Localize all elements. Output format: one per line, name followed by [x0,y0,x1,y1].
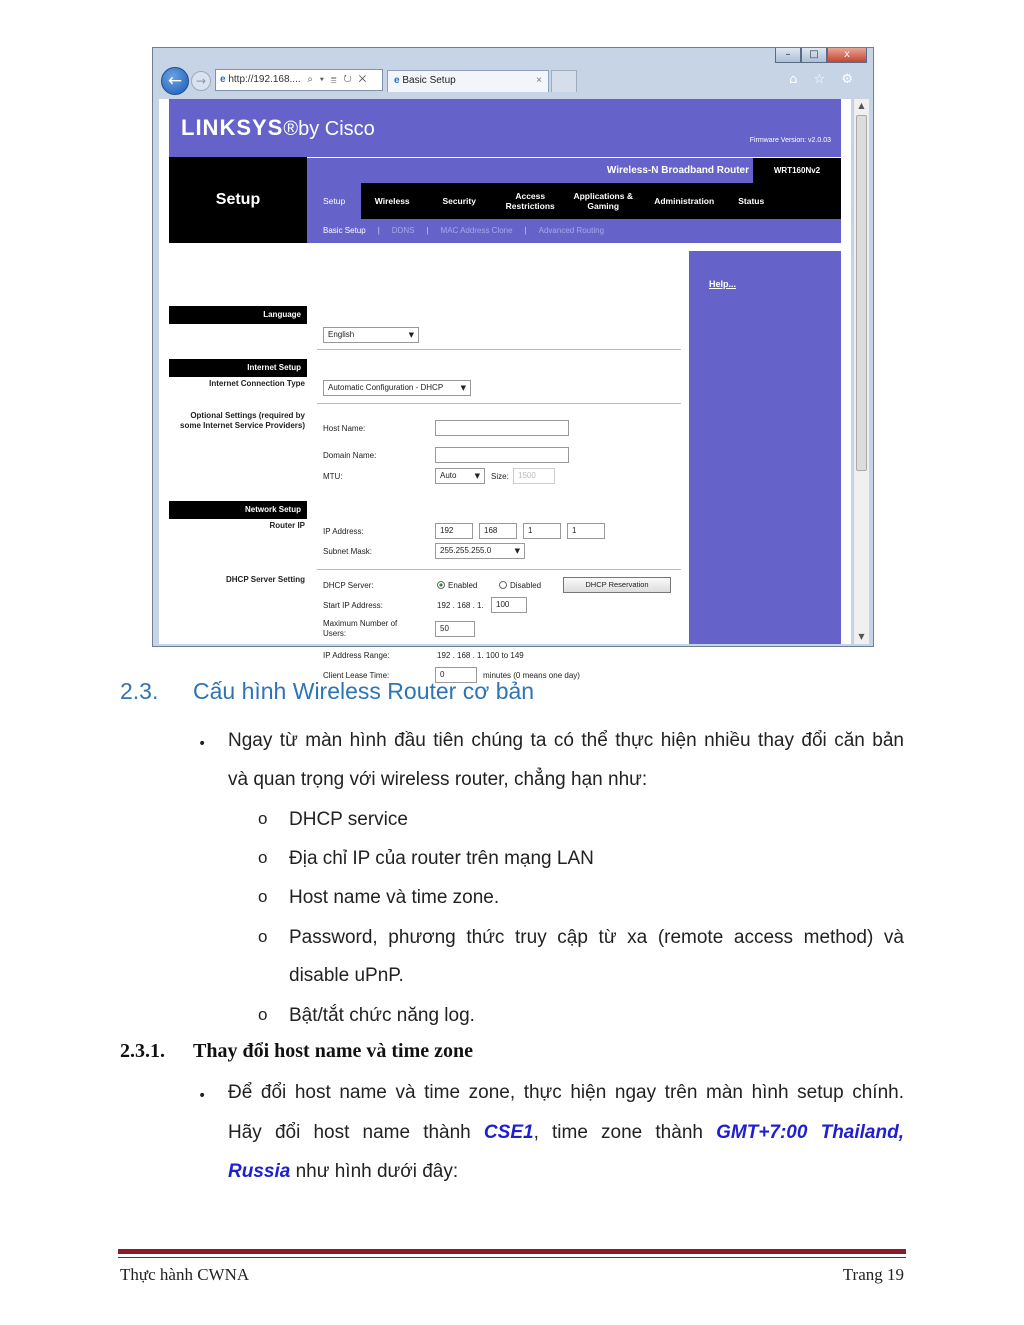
section-network-setup: Network Setup [169,501,307,519]
radio-off-icon [499,581,507,589]
tab-status[interactable]: Status [738,196,765,206]
vertical-scrollbar[interactable] [853,99,869,644]
logo-sub: ®by Cisco [283,118,375,140]
sub-marker: o [258,1005,268,1024]
domain-name-input[interactable] [435,447,569,463]
footer-title: Thực hành CWNA [120,1265,250,1284]
product-bar [307,157,841,183]
ip-octet-3[interactable]: 1 [523,523,561,539]
subnet-mask-select[interactable] [435,543,525,559]
subsection-heading [120,1040,473,1063]
lease-time-input[interactable]: 0 [435,667,477,683]
section-number: 2.3. [120,678,159,704]
dhcp-reservation-button[interactable]: DHCP Reservation [563,577,671,593]
sub-tabs: Basic Setup | DDNS | MAC Address Clone | Advanced Routing [307,219,841,243]
label-subnet-mask: Subnet Mask: [323,547,372,556]
model-number: WRT160Nv2 [753,158,841,184]
tab-security[interactable]: Security [442,196,476,206]
highlight-host-name: CSE1 [483,1122,534,1143]
disabled-label: Disabled [510,581,542,590]
address-url: http://192.168.... [228,74,301,85]
max-users-input[interactable]: 50 [435,621,475,637]
lease-time-note: minutes (0 means one day) [483,671,580,680]
back-arrow-icon[interactable]: ← [161,67,189,95]
mtu-select[interactable] [435,468,485,484]
sub-marker: o [258,809,268,828]
label-router-ip: Router IP [269,521,305,530]
label-mtu: MTU: [323,472,343,481]
new-tab-button[interactable] [551,70,577,92]
text-span: , time zone thành [533,1122,703,1143]
browser-screenshot [152,47,874,680]
subtab-mac-address-clone[interactable]: MAC Address Clone [440,226,513,235]
label-start-ip: Start IP Address: [323,601,383,610]
label-dhcp-server-setting: DHCP Server Setting [226,575,305,584]
scroll-down-icon[interactable]: ▼ [858,632,865,641]
tab-access-restrictions[interactable]: Access Restrictions [505,191,555,211]
help-link[interactable]: Help... [709,279,737,289]
page-number: Trang 19 [842,1265,904,1284]
chevron-down-icon: ▼ [408,331,414,339]
label-internet-connection-type: Internet Connection Type [209,379,305,388]
chevron-down-icon: ▼ [474,472,480,480]
window-controls [775,48,867,63]
highlight-time-zone: GMT+7:00 Thailand, [716,1122,904,1143]
dhcp-enabled-option[interactable] [437,581,477,591]
footer-rule-thin [118,1257,906,1258]
ip-octet-1[interactable]: 192 [435,523,473,539]
linksys-header [169,99,841,157]
subsection-title: Thay đổi host name và time zone [193,1040,473,1062]
forward-arrow-icon[interactable]: → [191,71,211,91]
bullet-marker: • [198,1088,207,1104]
page-title: Setup [215,191,261,208]
bullet1-line2: và quan trọng với wireless router, chẳng hạn như: [228,769,648,790]
bullet2-line3 [228,1152,904,1191]
label-lease-time: Client Lease Time: [323,671,390,680]
sub-marker: o [258,887,268,906]
start-ip-input[interactable]: 100 [491,597,527,613]
chevron-down-icon: ▼ [514,547,520,555]
label-size: Size: [491,472,509,481]
dhcp-disabled-option[interactable] [499,581,541,591]
tab-administration[interactable]: Administration [654,196,715,206]
label-host-name: Host Name: [323,424,366,433]
page-viewport [159,99,851,680]
tab-applications-gaming[interactable]: Applications & Gaming [573,191,633,211]
address-tools-icons[interactable]: ⌕ ▾ ≣ ↻ ✕ [307,74,369,85]
section-title: Cấu hình Wireless Router cơ bản [193,678,535,704]
start-ip-prefix: 192 . 168 . 1. [437,601,484,610]
language-value: English [328,330,355,339]
label-ip-range: IP Address Range: [323,651,390,660]
ie-logo-icon: e [394,75,400,86]
text-span: như hình dưới đây: [290,1161,459,1182]
logo-main: LINKSYS [181,115,284,140]
bullet2-line1: Để đổi host name và time zone, thực hiện ngay trên màn hình setup chính. [228,1082,904,1103]
label-optional-settings: Optional Settings (required by some Internet Service Providers) [180,411,305,430]
divider [317,403,681,404]
close-button[interactable]: x [827,48,867,63]
connection-type-value: Automatic Configuration - DHCP [328,383,444,392]
minimize-button[interactable]: – [775,48,801,63]
subnet-value: 255.255.255.0 [440,546,492,555]
ip-range-value: 192 . 168 . 1. 100 to 149 [437,651,524,660]
tab-setup[interactable]: Setup [307,183,361,219]
sub-marker: o [258,927,268,946]
mtu-value: Auto [440,471,457,480]
language-select[interactable] [323,327,419,343]
product-name: Wireless-N Broadband Router [606,165,749,176]
divider [317,569,681,570]
section-language: Language [169,306,307,324]
address-bar[interactable] [215,69,383,91]
scroll-thumb[interactable] [856,115,867,471]
section-internet-setup: Internet Setup [169,359,307,377]
sub-item-continued: disable uPnP. [289,965,404,986]
main-tabs [307,183,841,219]
scroll-up-icon[interactable]: ▲ [858,101,865,110]
tab-title: Basic Setup [402,75,456,86]
enabled-label: Enabled [448,581,478,590]
host-name-input[interactable] [435,420,569,436]
subtab-ddns[interactable]: DDNS [391,226,415,235]
bullet-marker: • [198,736,207,752]
help-column [689,251,841,644]
label-dhcp-server: DHCP Server: [323,581,374,590]
mtu-size-input[interactable]: 1500 [513,468,555,484]
text-span: Hãy đổi host name thành [228,1122,471,1143]
divider [317,349,681,350]
maximize-button[interactable]: □ [801,48,827,63]
highlight-time-zone-end: Russia [228,1161,291,1182]
sub-item: DHCP service [289,809,408,830]
connection-type-select[interactable] [323,380,471,396]
subtab-basic-setup[interactable]: Basic Setup [323,226,366,235]
browser-nav-row [153,63,873,99]
bullet1-line1: Ngay từ màn hình đầu tiên chúng ta có thể thực hiện nhiều thay đổi căn bản [228,730,904,751]
subsection-number: 2.3.1. [120,1040,165,1062]
sub-item: Password, phương thức truy cập từ xa (remote access method) và [289,927,904,948]
sub-item: Bật/tắt chức năng log. [289,1005,475,1026]
sub-item: Host name và time zone. [289,887,500,908]
label-max-users: Maximum Number of Users: [323,619,398,638]
sub-item: Địa chỉ IP của router trên mạng LAN [289,848,594,869]
toolbar-home-favorites-settings-icons[interactable]: ⌂ ☆ ⚙ [789,72,859,87]
ie-logo-icon: e [220,74,226,85]
section-heading [120,678,534,705]
chevron-down-icon: ▼ [460,384,466,392]
firmware-version: Firmware Version: v2.0.03 [749,137,831,144]
sub-marker: o [258,848,268,867]
ip-octet-2[interactable]: 168 [479,523,517,539]
ip-octet-4[interactable]: 1 [567,523,605,539]
linksys-logo [181,115,375,141]
subtab-advanced-routing[interactable]: Advanced Routing [538,226,605,235]
tab-basic-setup[interactable] [387,70,549,92]
tab-close-icon[interactable]: × [536,75,542,86]
radio-on-icon [437,581,445,589]
footer-rule [118,1249,906,1254]
bullet2-line2 [228,1113,904,1152]
tab-wireless[interactable]: Wireless [374,196,410,206]
label-ip-address: IP Address: [323,527,364,536]
label-domain-name: Domain Name: [323,451,377,460]
